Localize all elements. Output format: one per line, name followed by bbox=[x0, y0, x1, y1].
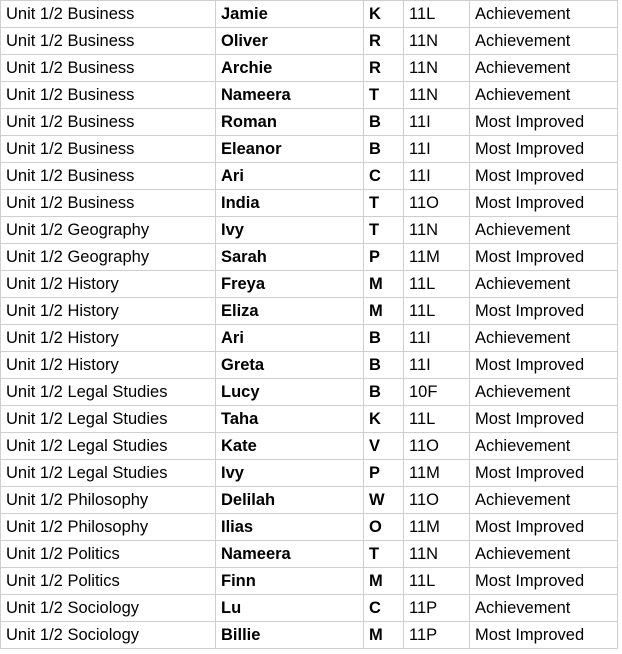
student-name-cell[interactable]: India bbox=[216, 190, 364, 217]
student-name-cell[interactable]: Eliza bbox=[216, 298, 364, 325]
teacher-code-cell[interactable]: W bbox=[364, 487, 404, 514]
student-name-cell[interactable]: Ivy bbox=[216, 460, 364, 487]
table-row bbox=[1, 109, 618, 136]
teacher-code-cell[interactable]: P bbox=[364, 460, 404, 487]
subject-cell[interactable]: Unit 1/2 Politics bbox=[1, 541, 216, 568]
award-cell[interactable]: Most Improved bbox=[470, 244, 618, 271]
subject-cell[interactable]: Unit 1/2 Philosophy bbox=[1, 514, 216, 541]
subject-cell[interactable]: Unit 1/2 Business bbox=[1, 190, 216, 217]
teacher-code-cell[interactable]: T bbox=[364, 217, 404, 244]
subject-cell[interactable]: Unit 1/2 Business bbox=[1, 1, 216, 28]
class-group-cell[interactable]: 11L bbox=[404, 568, 470, 595]
subject-cell[interactable]: Unit 1/2 Business bbox=[1, 109, 216, 136]
subject-cell[interactable]: Unit 1/2 History bbox=[1, 271, 216, 298]
table-body bbox=[1, 1, 618, 649]
teacher-code-cell[interactable]: B bbox=[364, 109, 404, 136]
teacher-code-cell[interactable]: M bbox=[364, 298, 404, 325]
class-group-cell[interactable]: 11M bbox=[404, 514, 470, 541]
subject-cell[interactable]: Unit 1/2 Business bbox=[1, 163, 216, 190]
student-name-cell[interactable]: Billie bbox=[216, 622, 364, 649]
award-cell[interactable]: Most Improved bbox=[470, 568, 618, 595]
class-group-cell[interactable]: 11N bbox=[404, 82, 470, 109]
table-row bbox=[1, 1, 618, 28]
teacher-code-cell[interactable]: R bbox=[364, 55, 404, 82]
class-group-cell[interactable]: 11O bbox=[404, 487, 470, 514]
class-group-cell[interactable]: 11I bbox=[404, 163, 470, 190]
teacher-code-cell[interactable]: C bbox=[364, 595, 404, 622]
subject-cell[interactable]: Unit 1/2 Philosophy bbox=[1, 487, 216, 514]
student-name-cell[interactable]: Roman bbox=[216, 109, 364, 136]
class-group-cell[interactable]: 11N bbox=[404, 541, 470, 568]
class-group-cell[interactable]: 11N bbox=[404, 28, 470, 55]
class-group-cell[interactable]: 11O bbox=[404, 433, 470, 460]
student-name-cell[interactable]: Kate bbox=[216, 433, 364, 460]
student-name-cell[interactable]: Taha bbox=[216, 406, 364, 433]
teacher-code-cell[interactable]: T bbox=[364, 190, 404, 217]
award-cell[interactable]: Most Improved bbox=[470, 622, 618, 649]
student-name-cell[interactable]: Archie bbox=[216, 55, 364, 82]
student-name-cell[interactable]: Delilah bbox=[216, 487, 364, 514]
teacher-code-cell[interactable]: M bbox=[364, 622, 404, 649]
subject-cell[interactable]: Unit 1/2 Politics bbox=[1, 568, 216, 595]
subject-cell[interactable]: Unit 1/2 History bbox=[1, 325, 216, 352]
class-group-cell[interactable]: 11L bbox=[404, 298, 470, 325]
student-name-cell[interactable]: Ilias bbox=[216, 514, 364, 541]
table-row bbox=[1, 28, 618, 55]
teacher-code-cell[interactable]: B bbox=[364, 352, 404, 379]
student-name-cell[interactable]: Jamie bbox=[216, 1, 364, 28]
award-cell[interactable]: Achievement bbox=[470, 28, 618, 55]
award-cell[interactable]: Achievement bbox=[470, 217, 618, 244]
subject-cell[interactable]: Unit 1/2 Legal Studies bbox=[1, 406, 216, 433]
student-name-cell[interactable]: Eleanor bbox=[216, 136, 364, 163]
subject-cell[interactable]: Unit 1/2 Geography bbox=[1, 244, 216, 271]
teacher-code-cell[interactable]: M bbox=[364, 271, 404, 298]
table-row bbox=[1, 487, 618, 514]
table-row bbox=[1, 433, 618, 460]
student-name-cell[interactable]: Nameera bbox=[216, 541, 364, 568]
award-cell[interactable]: Achievement bbox=[470, 1, 618, 28]
table-row bbox=[1, 163, 618, 190]
teacher-code-cell[interactable]: B bbox=[364, 379, 404, 406]
subject-cell[interactable]: Unit 1/2 Business bbox=[1, 55, 216, 82]
award-cell[interactable]: Most Improved bbox=[470, 406, 618, 433]
class-group-cell[interactable]: 11O bbox=[404, 190, 470, 217]
award-cell[interactable]: Achievement bbox=[470, 271, 618, 298]
teacher-code-cell[interactable]: M bbox=[364, 568, 404, 595]
teacher-code-cell[interactable]: C bbox=[364, 163, 404, 190]
table-row bbox=[1, 271, 618, 298]
class-group-cell[interactable]: 11N bbox=[404, 55, 470, 82]
table-row bbox=[1, 55, 618, 82]
subject-cell[interactable]: Unit 1/2 Sociology bbox=[1, 622, 216, 649]
student-name-cell[interactable]: Ari bbox=[216, 163, 364, 190]
class-group-cell[interactable]: 11L bbox=[404, 406, 470, 433]
table-row bbox=[1, 190, 618, 217]
table-row bbox=[1, 244, 618, 271]
class-group-cell[interactable]: 11L bbox=[404, 271, 470, 298]
class-group-cell[interactable]: 11P bbox=[404, 595, 470, 622]
class-group-cell[interactable]: 10F bbox=[404, 379, 470, 406]
teacher-code-cell[interactable]: P bbox=[364, 244, 404, 271]
student-name-cell[interactable]: Oliver bbox=[216, 28, 364, 55]
subject-cell[interactable]: Unit 1/2 Legal Studies bbox=[1, 433, 216, 460]
teacher-code-cell[interactable]: O bbox=[364, 514, 404, 541]
award-cell[interactable]: Achievement bbox=[470, 595, 618, 622]
table-row bbox=[1, 568, 618, 595]
student-name-cell[interactable]: Nameera bbox=[216, 82, 364, 109]
table-row bbox=[1, 325, 618, 352]
table-row bbox=[1, 298, 618, 325]
subject-cell[interactable]: Unit 1/2 History bbox=[1, 298, 216, 325]
teacher-code-cell[interactable]: T bbox=[364, 541, 404, 568]
subject-cell[interactable]: Unit 1/2 History bbox=[1, 352, 216, 379]
teacher-code-cell[interactable]: K bbox=[364, 406, 404, 433]
table-row bbox=[1, 379, 618, 406]
table-row bbox=[1, 406, 618, 433]
table-row bbox=[1, 217, 618, 244]
teacher-code-cell[interactable]: R bbox=[364, 28, 404, 55]
table-row bbox=[1, 595, 618, 622]
subject-cell[interactable]: Unit 1/2 Legal Studies bbox=[1, 379, 216, 406]
student-name-cell[interactable]: Lu bbox=[216, 595, 364, 622]
student-name-cell[interactable]: Greta bbox=[216, 352, 364, 379]
student-name-cell[interactable]: Ivy bbox=[216, 217, 364, 244]
subject-cell[interactable]: Unit 1/2 Business bbox=[1, 136, 216, 163]
class-group-cell[interactable]: 11I bbox=[404, 136, 470, 163]
subject-cell[interactable]: Unit 1/2 Legal Studies bbox=[1, 460, 216, 487]
subject-cell[interactable]: Unit 1/2 Geography bbox=[1, 217, 216, 244]
award-cell[interactable]: Achievement bbox=[470, 379, 618, 406]
award-cell[interactable]: Most Improved bbox=[470, 190, 618, 217]
subject-cell[interactable]: Unit 1/2 Business bbox=[1, 28, 216, 55]
table-row bbox=[1, 352, 618, 379]
award-cell[interactable]: Achievement bbox=[470, 82, 618, 109]
subject-cell[interactable]: Unit 1/2 Sociology bbox=[1, 595, 216, 622]
subject-cell[interactable]: Unit 1/2 Business bbox=[1, 82, 216, 109]
teacher-code-cell[interactable]: B bbox=[364, 325, 404, 352]
class-group-cell[interactable]: 11I bbox=[404, 325, 470, 352]
class-group-cell[interactable]: 11I bbox=[404, 352, 470, 379]
award-cell[interactable]: Most Improved bbox=[470, 352, 618, 379]
class-group-cell[interactable]: 11M bbox=[404, 460, 470, 487]
award-cell[interactable]: Most Improved bbox=[470, 298, 618, 325]
table-row bbox=[1, 622, 618, 649]
award-cell[interactable]: Most Improved bbox=[470, 136, 618, 163]
award-cell[interactable]: Most Improved bbox=[470, 163, 618, 190]
teacher-code-cell[interactable]: V bbox=[364, 433, 404, 460]
award-cell[interactable]: Most Improved bbox=[470, 514, 618, 541]
award-cell[interactable]: Most Improved bbox=[470, 460, 618, 487]
table-row bbox=[1, 460, 618, 487]
table-row bbox=[1, 541, 618, 568]
student-name-cell[interactable]: Lucy bbox=[216, 379, 364, 406]
award-cell[interactable]: Achievement bbox=[470, 325, 618, 352]
class-group-cell[interactable]: 11I bbox=[404, 109, 470, 136]
class-group-cell[interactable]: 11P bbox=[404, 622, 470, 649]
student-name-cell[interactable]: Ari bbox=[216, 325, 364, 352]
student-name-cell[interactable]: Sarah bbox=[216, 244, 364, 271]
award-cell[interactable]: Achievement bbox=[470, 55, 618, 82]
table-row bbox=[1, 514, 618, 541]
teacher-code-cell[interactable]: B bbox=[364, 136, 404, 163]
teacher-code-cell[interactable]: K bbox=[364, 1, 404, 28]
teacher-code-cell[interactable]: T bbox=[364, 82, 404, 109]
award-cell[interactable]: Most Improved bbox=[470, 109, 618, 136]
student-name-cell[interactable]: Freya bbox=[216, 271, 364, 298]
table-row bbox=[1, 136, 618, 163]
table-row bbox=[1, 82, 618, 109]
award-cell[interactable]: Achievement bbox=[470, 541, 618, 568]
student-name-cell[interactable]: Finn bbox=[216, 568, 364, 595]
class-group-cell[interactable]: 11M bbox=[404, 244, 470, 271]
award-cell[interactable]: Achievement bbox=[470, 433, 618, 460]
class-group-cell[interactable]: 11N bbox=[404, 217, 470, 244]
class-group-cell[interactable]: 11L bbox=[404, 1, 470, 28]
award-cell[interactable]: Achievement bbox=[470, 487, 618, 514]
